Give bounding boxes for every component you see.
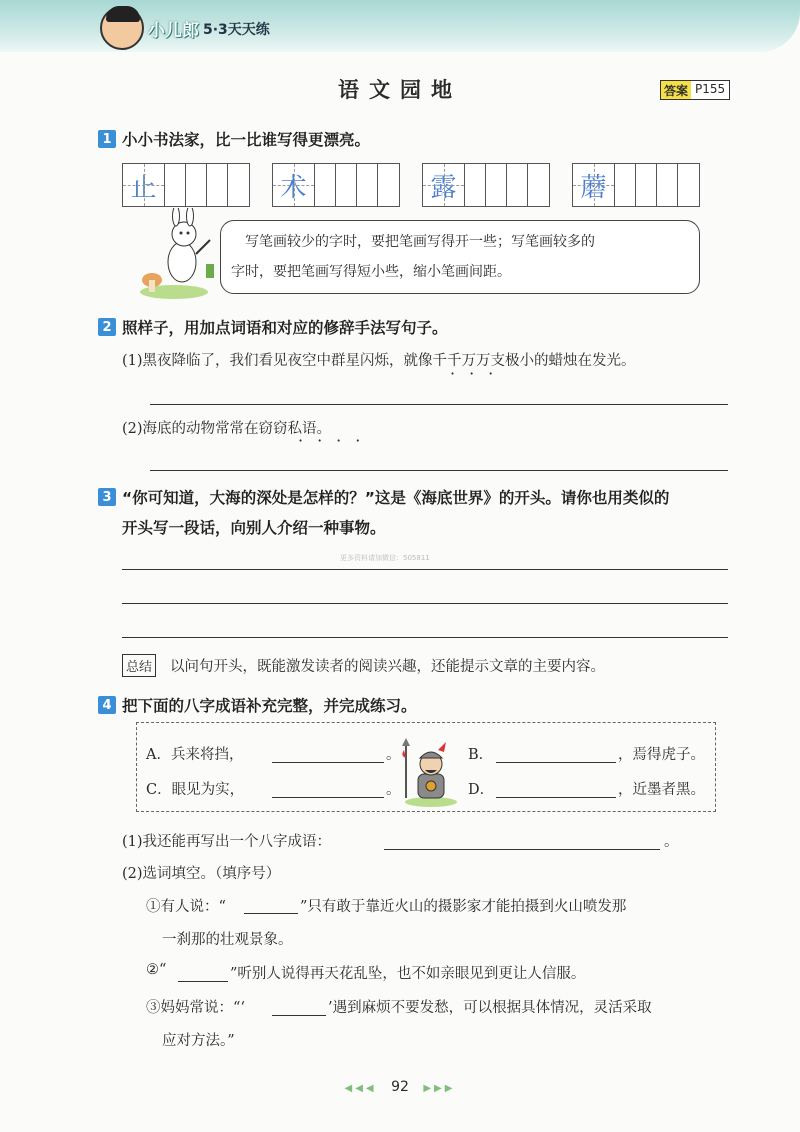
arrow-right-icon: ▶▶▶ (423, 1083, 456, 1094)
practice-cell[interactable] (528, 164, 549, 206)
question-number-4: 4 (98, 696, 116, 714)
question-1-heading (98, 128, 370, 150)
practice-cell[interactable] (315, 164, 336, 206)
mascot-logo-icon (100, 6, 144, 50)
tip-line-1: 写笔画较少的字时，要把笔画写得开一些；写笔画较多的 (245, 234, 595, 250)
practice-cell[interactable] (615, 164, 636, 206)
practice-cell[interactable] (657, 164, 678, 206)
answer-line[interactable] (150, 404, 728, 405)
sentence-3-start: ③妈妈常说：“‘ (146, 1000, 246, 1016)
practice-cell[interactable] (207, 164, 228, 206)
writing-grid-3[interactable] (422, 163, 550, 207)
writing-tip-box (220, 220, 700, 294)
question-number-3: 3 (98, 488, 116, 506)
answer-line[interactable] (122, 569, 728, 570)
question-3-heading (98, 486, 669, 508)
idiom-b: B． (468, 747, 494, 763)
question-4-heading (98, 694, 417, 716)
sentence-3-blank[interactable] (272, 1015, 326, 1016)
sentence-1-blank[interactable] (244, 913, 298, 914)
sentence-1-rest: ”只有敢于靠近火山的摄影家才能拍摄到火山喷发那 (300, 899, 627, 915)
practice-cell[interactable] (186, 164, 207, 206)
idiom-d-blank[interactable] (496, 797, 616, 798)
series-name: 5·3天天练 (203, 22, 270, 38)
practice-cell[interactable] (228, 164, 249, 206)
idiom-c: C．眼见为实， (146, 782, 245, 798)
practice-cell[interactable] (486, 164, 507, 206)
idiom-b-end: ，焉得虎子。 (618, 747, 705, 763)
q4-sub-2: (2)选词填空。（填序号） (122, 866, 281, 882)
idiom-c-blank[interactable] (272, 797, 384, 798)
idiom-a-end: 。 (386, 747, 401, 763)
answer-label: 答案 (661, 81, 691, 99)
page-footer (0, 1079, 800, 1095)
model-character-cell: 术 (273, 164, 315, 206)
question-number-2: 2 (98, 318, 116, 336)
page-title: 语文园地 (338, 78, 462, 102)
watermark-text: 更多资料请加微信：505811 (340, 554, 430, 562)
idiom-b-blank[interactable] (496, 762, 616, 763)
sentence-2-rest: ”听别人说得再天花乱坠，也不如亲眼见到更让人信服。 (230, 966, 586, 982)
practice-cell[interactable] (465, 164, 486, 206)
model-character-cell: 露 (423, 164, 465, 206)
idiom-a-blank[interactable] (272, 762, 384, 763)
practice-cell[interactable] (165, 164, 186, 206)
q2-item-2: (2)海底的动物常常在窃窃私语。 (122, 421, 332, 437)
emphasis-dots: ···· (298, 431, 375, 450)
q4-sub-1: (1)我还能再写出一个八字成语： (122, 834, 332, 850)
sentence-1-start: ①有人说：“ (146, 899, 226, 915)
emphasis-dots: ··· (450, 364, 508, 383)
rabbit-illustration-icon (134, 208, 218, 300)
question-2-prompt: 照样子，用加点词语和对应的修辞手法写句子。 (122, 319, 448, 337)
question-2-heading (98, 316, 448, 338)
answer-line[interactable] (150, 470, 728, 471)
idiom-d: D． (468, 782, 495, 798)
practice-cell[interactable] (357, 164, 378, 206)
answer-line[interactable] (122, 637, 728, 638)
sub-1-blank[interactable] (384, 849, 660, 850)
question-3-prompt-line-2: 开头写一段话，向别人介绍一种事物。 (122, 519, 386, 537)
answer-reference (660, 80, 730, 100)
warrior-illustration-icon (398, 736, 464, 808)
practice-cell[interactable] (636, 164, 657, 206)
sentence-3-line-2: 应对方法。” (162, 1033, 235, 1049)
writing-grid-1[interactable] (122, 163, 250, 207)
tip-line-2: 字时，要把笔画写得短小些，缩小笔画间距。 (231, 264, 511, 280)
question-1-prompt: 小小书法家，比一比谁写得更漂亮。 (122, 131, 371, 149)
idiom-c-end: 。 (386, 782, 401, 798)
sentence-1-line-2: 一刹那的壮观景象。 (162, 932, 293, 948)
practice-cell[interactable] (378, 164, 399, 206)
idiom-d-end: ，近墨者黑。 (618, 782, 705, 798)
writing-grid-4[interactable] (572, 163, 700, 207)
q2-item-1: (1)黑夜降临了，我们看见夜空中群星闪烁，就像千千万万支极小的蜡烛在发光。 (122, 353, 636, 369)
question-3-prompt-line-1: “你可知道，大海的深处是怎样的？”这是《海底世界》的开头。请你也用类似的 (122, 489, 670, 507)
model-character-cell: 蘑 (573, 164, 615, 206)
question-number-1: 1 (98, 130, 116, 148)
sentence-2-start: ②“ (146, 962, 167, 978)
practice-cell[interactable] (336, 164, 357, 206)
answer-page: P155 (691, 81, 729, 99)
idiom-a: A．兵来将挡， (146, 747, 244, 763)
q4-sub-1-end: 。 (664, 834, 679, 850)
page-number: 92 (391, 1079, 409, 1095)
summary-tag: 总结 (122, 654, 156, 677)
arrow-left-icon: ◀◀◀ (344, 1083, 377, 1094)
writing-grid-2[interactable] (272, 163, 400, 207)
question-4-prompt: 把下面的八字成语补充完整，并完成练习。 (122, 697, 417, 715)
brand-name: 小儿郎 (148, 21, 199, 41)
sentence-3-rest: ’遇到麻烦不要发愁，可以根据具体情况，灵活采取 (328, 1000, 652, 1016)
practice-cell[interactable] (507, 164, 528, 206)
model-character-cell: 止 (123, 164, 165, 206)
answer-line[interactable] (122, 603, 728, 604)
summary-note (122, 654, 605, 677)
practice-cell[interactable] (678, 164, 699, 206)
sentence-2-blank[interactable] (178, 981, 228, 982)
summary-text: 以问句开头，既能激发读者的阅读兴趣，还能提示文章的主要内容。 (170, 659, 606, 675)
